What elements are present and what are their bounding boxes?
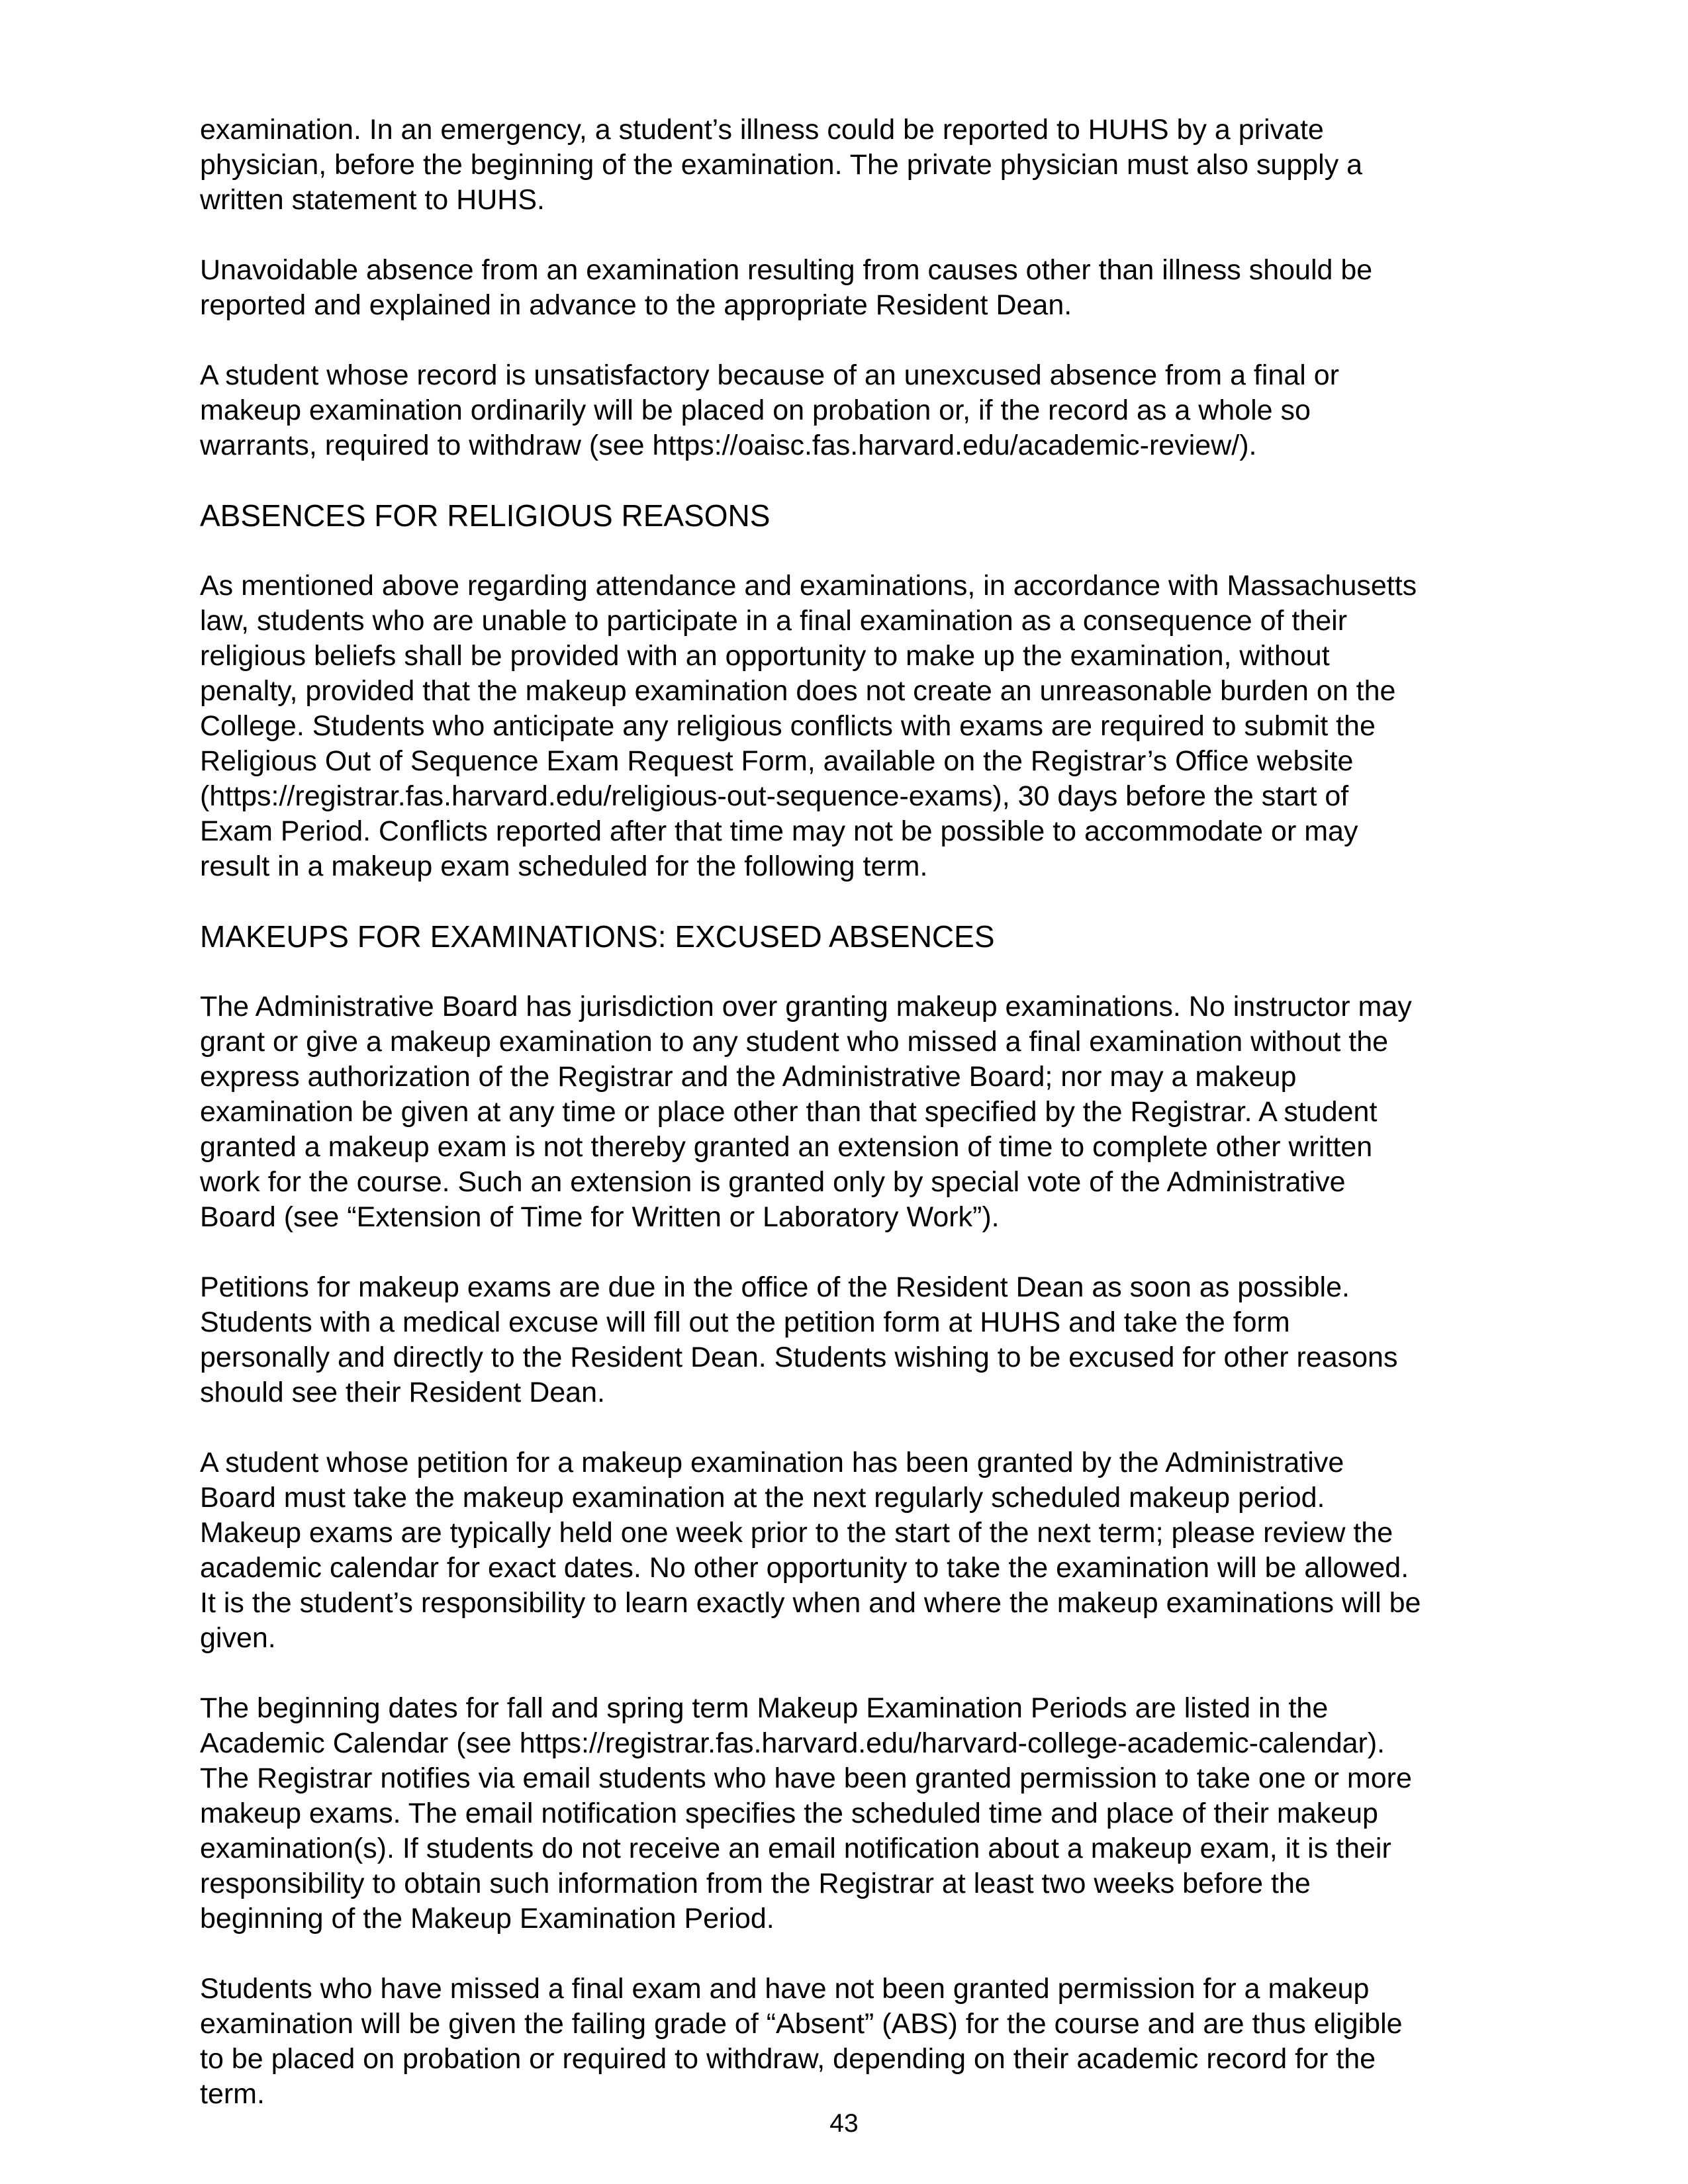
paragraph-unexcused-absence: A student whose record is unsatisfactory because of an unexcused absence from a final or makeup examination ordinarily will be placed on probation or, if the record as a whole so warrants, required to withdraw (see https://oaisc.fas.harvard.edu/academic-review/).: [200, 359, 1339, 461]
paragraph-makeup-dates: The beginning dates for fall and spring term Makeup Examination Periods are listed in the Academic Calendar (see https://registrar.fas.harvard.edu/harvard-college-academic-calendar). The Registrar notifies via email students who have been granted permission to take one or more makeup exams. The email notification specifies the scheduled time and place of their makeup examination(s). If students do not receive an email notification about a makeup exam, it is their responsibility to obtain such information from the Registrar at least two weeks before the beginning of the Makeup Examination Period.: [200, 1692, 1412, 1934]
paragraph-religious-conflicts: As mentioned above regarding attendance and examinations, in accordance with Massachusetts law, students who are unable to participate in a final examination as a consequence of their religious beliefs shall be provided with an opportunity to make up the examination, without penalty, provided that the makeup examination does not create an unreasonable burden on the College. Students who anticipate any religious conflicts with exams are required to submit the Religious Out of Sequence Exam Request Form, available on the Registrar’s Office website (https://registrar.fas.harvard.edu/religious-out-sequence-exams), 30 days before the start of Exam Period. Conflicts reported after that time may not be possible to accommodate or may result in a makeup exam scheduled for the following term.: [200, 570, 1417, 882]
heading-makeups-excused-absences: MAKEUPS FOR EXAMINATIONS: EXCUSED ABSENCES: [200, 919, 995, 954]
page-number: 43: [829, 2109, 859, 2138]
paragraph-makeup-period: A student whose petition for a makeup examination has been granted by the Administrative Board must take the makeup examination at the next regularly scheduled makeup period. Makeup exams are typically held one week prior to the start of the next term; please review the academic calendar for exact dates. No other opportunity to take the examination will be allowed. It is the student’s responsibility to learn exactly when and where the makeup examinations will be given.: [200, 1447, 1421, 1654]
heading-religious-reasons: ABSENCES FOR RELIGIOUS REASONS: [200, 498, 771, 533]
paragraph-absent-grade: Students who have missed a final exam and have not been granted permission for a makeup examination will be given the failing grade of “Absent” (ABS) for the course and are thus eligible to be placed on probation or required to withdraw, depending on their academic record for the term.: [200, 1973, 1403, 2110]
paragraph-administrative-board-jurisdiction: The Administrative Board has jurisdiction over granting makeup examinations. No instructor may grant or give a makeup examination to any student who missed a final examination without the express authorization of the Registrar and the Administrative Board; nor may a makeup examination be given at any time or place other than that specified by the Registrar. A student granted a makeup exam is not thereby granted an extension of time to complete other written work for the course. Such an extension is granted only by special vote of the Administrative Board (see “Extension of Time for Written or Laboratory Work”).: [200, 991, 1412, 1233]
paragraph-petitions: Petitions for makeup exams are due in the office of the Resident Dean as soon as possible. Students with a medical excuse will fill out the petition form at HUHS and take the form personally and directly to the Resident Dean. Students wishing to be excused for other reasons should see their Resident Dean.: [200, 1271, 1398, 1408]
paragraph-huhs-emergency: examination. In an emergency, a student’s illness could be reported to HUHS by a private physician, before the beginning of the examination. The private physician must also supply a written statement to HUHS.: [200, 114, 1363, 216]
paragraph-unavoidable-absence: Unavoidable absence from an examination resulting from causes other than illness should be reported and explained in advance to the appropriate Resident Dean.: [200, 254, 1373, 321]
page-body: [200, 113, 1517, 2147]
